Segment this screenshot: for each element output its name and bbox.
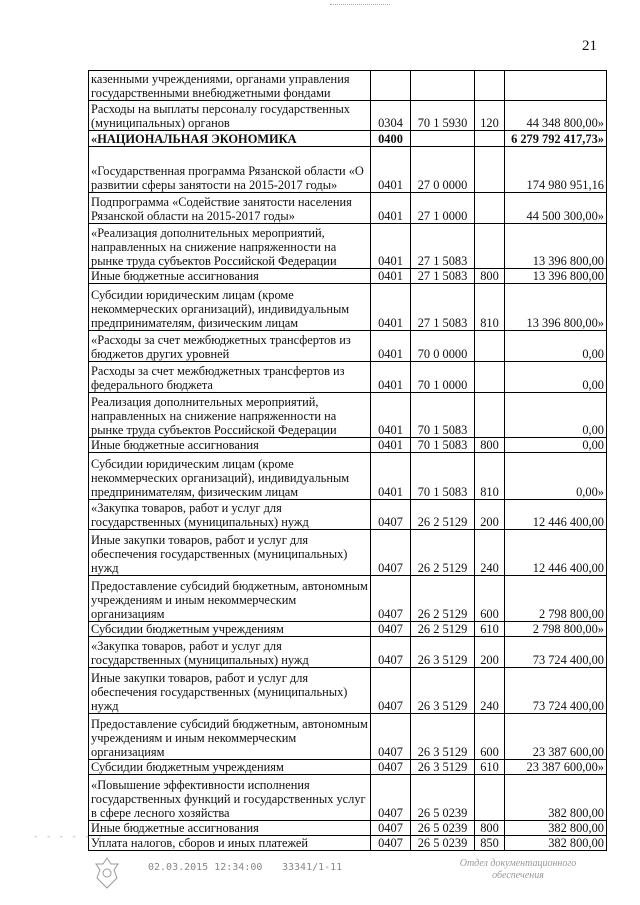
row-amount-cell: 0,00 <box>505 331 607 362</box>
row-expense-type-cell: 800 <box>475 821 505 836</box>
row-section-cell: 0304 <box>371 101 411 131</box>
table-row <box>89 668 607 714</box>
row-section-cell: 0407 <box>371 622 411 637</box>
row-article-cell: 26 3 5129 <box>411 760 475 775</box>
table-row <box>89 622 607 637</box>
table-row <box>89 71 607 101</box>
row-section-cell: 0407 <box>371 637 411 668</box>
row-section-cell: 0407 <box>371 530 411 576</box>
row-name-cell: «НАЦИОНАЛЬНАЯ ЭКОНОМИКА <box>89 131 371 147</box>
table-row <box>89 438 607 453</box>
row-expense-type-cell: 610 <box>475 760 505 775</box>
coat-of-arms-icon <box>92 856 122 890</box>
row-article-cell: 70 1 5930 <box>411 101 475 131</box>
table-row <box>89 760 607 775</box>
table-row <box>89 393 607 438</box>
row-amount-cell: 6 279 792 417,73» <box>505 131 607 147</box>
row-section-cell: 0407 <box>371 576 411 622</box>
row-name-cell: «Закупка товаров, работ и услуг для государственных (муниципальных) нужд <box>89 637 371 668</box>
row-article-cell: 26 5 0239 <box>411 836 475 851</box>
row-article-cell: 26 2 5129 <box>411 530 475 576</box>
row-name-cell: Субсидии бюджетным учреждениям <box>89 760 371 775</box>
row-expense-type-cell: 850 <box>475 836 505 851</box>
footer-department-line1: Отдел документационного <box>459 858 577 869</box>
row-expense-type-cell: 240 <box>475 530 505 576</box>
row-amount-cell: 0,00 <box>505 393 607 438</box>
row-name-cell: Иные закупки товаров, работ и услуг для обеспечения государственных (муниципальных) нужд <box>89 668 371 714</box>
row-section-cell: 0401 <box>371 362 411 393</box>
table-row <box>89 821 607 836</box>
row-section-cell: 0407 <box>371 500 411 530</box>
margin-mark: - - - - - - <box>33 832 104 842</box>
row-amount-cell: 174 980 951,16 <box>505 147 607 193</box>
row-name-cell: Уплата налогов, сборов и иных платежей <box>89 836 371 851</box>
row-article-cell: 27 1 0000 <box>411 193 475 224</box>
footer-document-code: 33341/1-11 <box>282 862 343 873</box>
row-name-cell: Иные бюджетные ассигнования <box>89 821 371 836</box>
row-section-cell: 0401 <box>371 453 411 500</box>
row-amount-cell: 12 446 400,00 <box>505 530 607 576</box>
row-expense-type-cell: 600 <box>475 714 505 760</box>
row-section-cell: 0401 <box>371 147 411 193</box>
row-amount-cell: 0,00 <box>505 438 607 453</box>
row-article-cell: 27 0 0000 <box>411 147 475 193</box>
table-row <box>89 500 607 530</box>
row-article-cell: 26 3 5129 <box>411 668 475 714</box>
table-row <box>89 453 607 500</box>
row-article-cell: 26 3 5129 <box>411 714 475 760</box>
row-article-cell: 26 2 5129 <box>411 622 475 637</box>
row-amount-cell: 382 800,00 <box>505 821 607 836</box>
row-article-cell: 70 1 5083 <box>411 453 475 500</box>
row-section-cell: 0407 <box>371 821 411 836</box>
row-section-cell: 0401 <box>371 224 411 269</box>
row-section-cell: 0407 <box>371 714 411 760</box>
row-section-cell <box>371 71 411 101</box>
row-section-cell: 0407 <box>371 668 411 714</box>
row-name-cell: Подпрограмма «Содействие занятости населения Рязанской области на 2015-2017 годы» <box>89 193 371 224</box>
row-expense-type-cell <box>475 71 505 101</box>
table-row <box>89 836 607 851</box>
row-expense-type-cell <box>475 775 505 821</box>
table-row <box>89 147 607 193</box>
table-row <box>89 284 607 331</box>
row-expense-type-cell <box>475 147 505 193</box>
row-expense-type-cell <box>475 131 505 147</box>
row-article-cell: 27 1 5083 <box>411 269 475 284</box>
table-row <box>89 362 607 393</box>
row-name-cell: Субсидии юридическим лицам (кроме некоммерческих организаций), индивидуальным предпринимателям, физическим лицам <box>89 453 371 500</box>
row-amount-cell: 73 724 400,00 <box>505 637 607 668</box>
table-row <box>89 101 607 131</box>
row-amount-cell: 44 348 800,00» <box>505 101 607 131</box>
row-section-cell: 0401 <box>371 193 411 224</box>
row-name-cell: «Расходы за счет межбюджетных трансфертов из бюджетов других уровней <box>89 331 371 362</box>
row-section-cell: 0401 <box>371 331 411 362</box>
row-amount-cell: 2 798 800,00 <box>505 576 607 622</box>
row-article-cell <box>411 71 475 101</box>
row-section-cell: 0401 <box>371 438 411 453</box>
row-expense-type-cell: 200 <box>475 500 505 530</box>
row-name-cell: Предоставление субсидий бюджетным, автономным учреждениям и иным некоммерческим организациям <box>89 576 371 622</box>
row-section-cell: 0401 <box>371 393 411 438</box>
table-row <box>89 224 607 269</box>
row-name-cell: Расходы за счет межбюджетных трансфертов из федерального бюджета <box>89 362 371 393</box>
scan-mark <box>330 4 390 6</box>
row-expense-type-cell: 600 <box>475 576 505 622</box>
row-article-cell: 26 2 5129 <box>411 500 475 530</box>
row-section-cell: 0401 <box>371 269 411 284</box>
row-article-cell: 26 2 5129 <box>411 576 475 622</box>
table-row <box>89 576 607 622</box>
page-number: 21 <box>582 38 597 54</box>
budget-table <box>88 70 607 851</box>
row-expense-type-cell: 240 <box>475 668 505 714</box>
row-amount-cell: 23 387 600,00» <box>505 760 607 775</box>
row-expense-type-cell <box>475 193 505 224</box>
row-amount-cell: 13 396 800,00 <box>505 269 607 284</box>
row-amount-cell: 13 396 800,00» <box>505 284 607 331</box>
footer-department <box>448 858 588 882</box>
row-expense-type-cell: 810 <box>475 284 505 331</box>
row-article-cell: 26 5 0239 <box>411 821 475 836</box>
row-amount-cell: 73 724 400,00 <box>505 668 607 714</box>
row-amount-cell: 382 800,00 <box>505 836 607 851</box>
row-name-cell: казенными учреждениями, органами управления государственными внебюджетными фондами <box>89 71 371 101</box>
table-row <box>89 530 607 576</box>
row-article-cell <box>411 131 475 147</box>
row-name-cell: Субсидии бюджетным учреждениям <box>89 622 371 637</box>
row-name-cell: Предоставление субсидий бюджетным, автономным учреждениям и иным некоммерческим организациям <box>89 714 371 760</box>
row-amount-cell: 12 446 400,00 <box>505 500 607 530</box>
budget-table-body <box>89 71 607 851</box>
row-article-cell: 70 1 0000 <box>411 362 475 393</box>
row-section-cell: 0407 <box>371 775 411 821</box>
row-amount-cell: 2 798 800,00» <box>505 622 607 637</box>
row-article-cell: 27 1 5083 <box>411 284 475 331</box>
footer-timestamp: 02.03.2015 12:34:00 <box>148 862 263 873</box>
row-name-cell: «Закупка товаров, работ и услуг для государственных (муниципальных) нужд <box>89 500 371 530</box>
row-expense-type-cell <box>475 331 505 362</box>
row-amount-cell: 0,00» <box>505 453 607 500</box>
row-name-cell: «Повышение эффективности исполнения государственных функций и государственных услуг в сфере лесного хозяйства <box>89 775 371 821</box>
row-article-cell: 26 3 5129 <box>411 637 475 668</box>
table-row <box>89 714 607 760</box>
row-amount-cell: 0,00 <box>505 362 607 393</box>
row-name-cell: «Государственная программа Рязанской области «О развитии сферы занятости на 2015-2017 годы» <box>89 147 371 193</box>
row-name-cell: «Реализация дополнительных мероприятий, направленных на снижение напряженности на рынке труда субъектов Российской Федерации <box>89 224 371 269</box>
row-expense-type-cell: 120 <box>475 101 505 131</box>
row-expense-type-cell: 800 <box>475 438 505 453</box>
row-article-cell: 70 1 5083 <box>411 438 475 453</box>
row-article-cell: 27 1 5083 <box>411 224 475 269</box>
row-section-cell: 0407 <box>371 836 411 851</box>
row-article-cell: 70 1 5083 <box>411 393 475 438</box>
row-section-cell: 0407 <box>371 760 411 775</box>
table-row <box>89 775 607 821</box>
row-expense-type-cell <box>475 393 505 438</box>
footer-department-line2: обеспечения <box>492 870 544 881</box>
row-amount-cell <box>505 71 607 101</box>
row-amount-cell: 382 800,00 <box>505 775 607 821</box>
table-row <box>89 193 607 224</box>
row-name-cell: Субсидии юридическим лицам (кроме некоммерческих организаций), индивидуальным предпринимателям, физическим лицам <box>89 284 371 331</box>
table-row <box>89 331 607 362</box>
row-name-cell: Иные закупки товаров, работ и услуг для обеспечения государственных (муниципальных) нужд <box>89 530 371 576</box>
row-amount-cell: 44 500 300,00» <box>505 193 607 224</box>
row-name-cell: Расходы на выплаты персоналу государственных (муниципальных) органов <box>89 101 371 131</box>
row-article-cell: 26 5 0239 <box>411 775 475 821</box>
row-expense-type-cell <box>475 224 505 269</box>
row-section-cell: 0401 <box>371 284 411 331</box>
row-expense-type-cell: 810 <box>475 453 505 500</box>
row-name-cell: Реализация дополнительных мероприятий, направленных на снижение напряженности на рынке труда субъектов Российской Федерации <box>89 393 371 438</box>
table-row <box>89 269 607 284</box>
row-amount-cell: 13 396 800,00 <box>505 224 607 269</box>
row-expense-type-cell: 800 <box>475 269 505 284</box>
row-section-cell: 0400 <box>371 131 411 147</box>
row-name-cell: Иные бюджетные ассигнования <box>89 438 371 453</box>
row-expense-type-cell: 200 <box>475 637 505 668</box>
row-name-cell: Иные бюджетные ассигнования <box>89 269 371 284</box>
table-row <box>89 131 607 147</box>
row-amount-cell: 23 387 600,00 <box>505 714 607 760</box>
row-expense-type-cell: 610 <box>475 622 505 637</box>
row-expense-type-cell <box>475 362 505 393</box>
table-row <box>89 637 607 668</box>
row-article-cell: 70 0 0000 <box>411 331 475 362</box>
